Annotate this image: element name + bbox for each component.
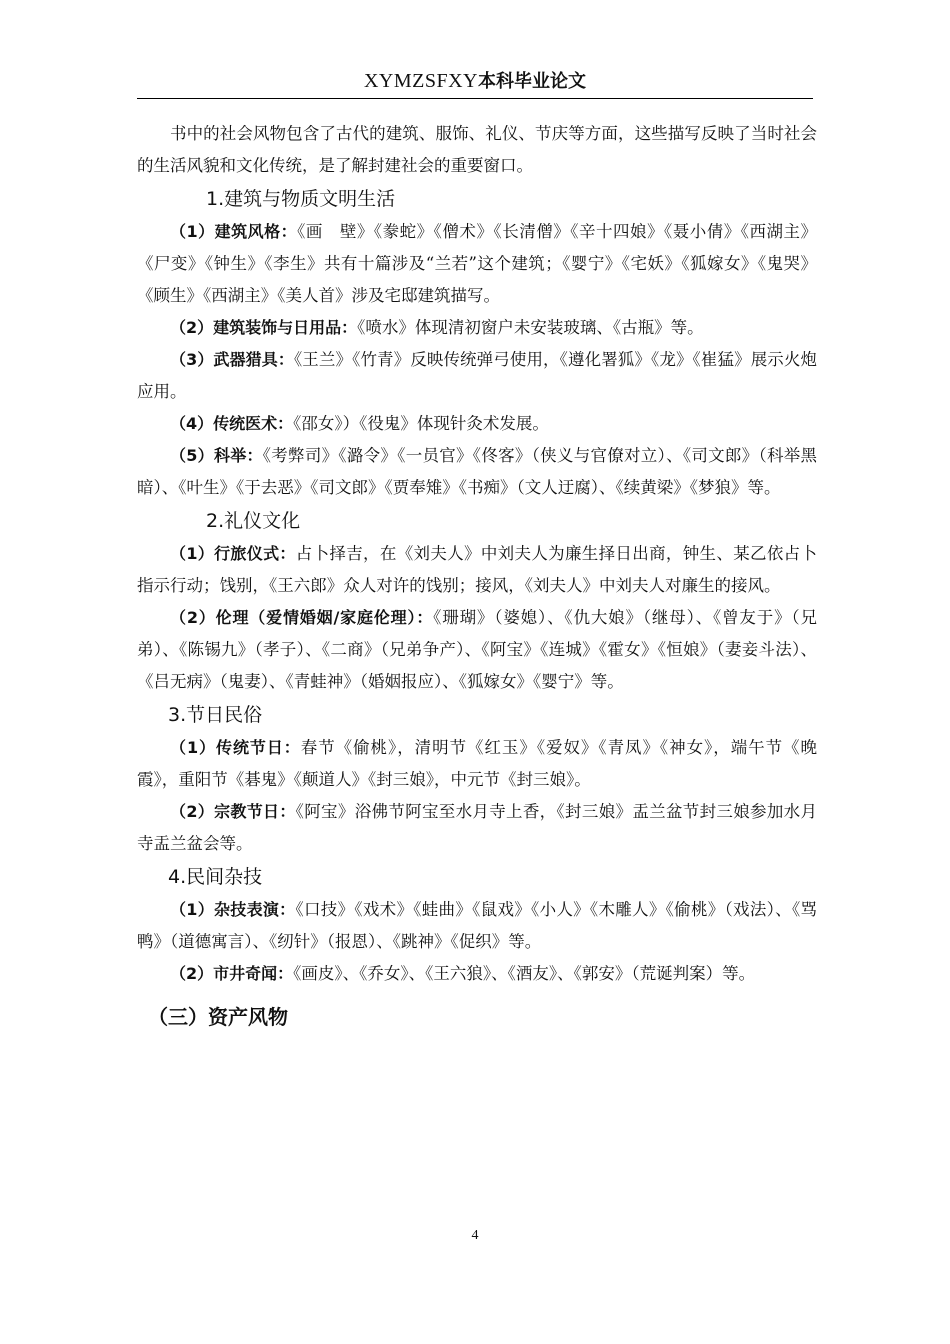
section-heading-acrobatics: 4.民间杂技 <box>168 866 263 888</box>
section-heading-etiquette: 2.礼仪文化 <box>206 510 301 532</box>
paragraph <box>137 344 817 408</box>
paragraph <box>137 440 817 504</box>
item-label: （2）宗教节日： <box>170 802 296 821</box>
paragraph <box>137 602 817 698</box>
paragraph <box>137 408 817 440</box>
item-text: 《画皮》、《乔女》、《王六狼》、《酒友》、《郭安》（荒诞判案）等。 <box>293 964 756 983</box>
header-title: 本科毕业论文 <box>478 71 587 92</box>
page-header <box>137 66 813 96</box>
chapter-heading-assets: （三）资产风物 <box>148 1005 288 1029</box>
section-heading-architecture: 1.建筑与物质文明生活 <box>206 188 396 210</box>
item-label: （1）杂技表演： <box>170 900 296 919</box>
item-text: 占卜择吉，在《刘夫人》中刘夫人为廉生择日出商，钟生、某乙依占卜指示行动；饯别，《王六郎》众人对许的饯别；接风，《刘夫人》中刘夫人对廉生的接风。 <box>137 544 818 595</box>
item-text: 春节《偷桃》，清明节《红玉》《爱奴》《青凤》《神女》，端午节《晚霞》，重阳节《碁鬼》《颠道人》《封三娘》，中元节《封三娘》。 <box>137 738 817 789</box>
item-label: （4）传统医术： <box>170 414 294 433</box>
item-label: （2）伦理（爱情婚姻/家庭伦理）： <box>170 608 434 627</box>
item-label: （2）市井奇闻： <box>170 964 294 983</box>
item-label: （3）武器猎具： <box>170 350 294 369</box>
item-label: （1）行旅仪式： <box>170 544 296 563</box>
item-text: 《考弊司》《潞令》《一员官》《佟客》（侠义与官僚对立）、《司文郎》（科举黑暗）、《叶生》《于去恶》《司文郎》《贾奉雉》《书痴》（文人迂腐）、《续黄梁》《梦狼》等。 <box>137 446 818 497</box>
paragraph <box>137 958 817 990</box>
section-heading-festivals: 3.节日民俗 <box>168 704 263 726</box>
item-text: 《阿宝》浴佛节阿宝至水月寺上香，《封三娘》盂兰盆节封三娘参加水月寺盂兰盆会等。 <box>137 802 817 853</box>
item-label: （2）建筑装饰与日用品： <box>170 318 358 337</box>
item-label: （1）传统节日： <box>170 738 301 757</box>
intro-paragraph: 书中的社会风物包含了古代的建筑、服饰、礼仪、节庆等方面，这些描写反映了当时社会的生活风貌和文化传统，是了解封建社会的重要窗口。 <box>137 124 817 175</box>
item-label: （5）科举： <box>170 446 263 465</box>
paragraph <box>137 894 817 958</box>
item-text: 《王兰》《竹青》反映传统弹弓使用，《遵化署狐》《龙》《崔猛》展示火炮应用。 <box>137 350 817 401</box>
item-text: 《口技》《戏术》《蛙曲》《鼠戏》《小人》《木雕人》《偷桃》（戏法）、《骂鸭》（道德寓言）、《纫针》（报恩）、《跳神》《促织》等。 <box>137 900 817 951</box>
page-number: 4 <box>471 1228 479 1243</box>
header-latin: XYMZSFXY <box>363 70 479 92</box>
header-rule <box>137 98 813 99</box>
paragraph <box>137 312 817 344</box>
page-body <box>137 118 817 1036</box>
item-label: （1）建筑风格： <box>170 222 298 241</box>
item-text: 《邵女》）《役鬼》体现针灸术发展。 <box>293 414 549 433</box>
paragraph <box>137 796 817 860</box>
paragraph <box>137 538 817 602</box>
item-text: 《喷水》体现清初窗户未安装玻璃、《古瓶》等。 <box>357 318 704 337</box>
paragraph <box>137 732 817 796</box>
item-text: 《画 壁》《豢蛇》《僧术》《长清僧》《辛十四娘》《聂小倩》《西湖主》《尸变》《钟生》《李生》共有十篇涉及“兰若”这个建筑；《婴宁》《宅妖》《狐嫁女》《鬼哭》《顾生》《西湖主》《美人首》涉及宅邸建筑描写。 <box>137 222 817 305</box>
paragraph <box>137 216 817 312</box>
item-text: 《珊瑚》（婆媳）、《仇大娘》（继母）、《曾友于》（兄弟）、《陈锡九》（孝子）、《二商》（兄弟争产）、《阿宝》《连城》《霍女》《恒娘》（妻妾斗法）、《吕无病》（鬼妻）、《青蛙神》（婚姻报应）、《狐嫁女》《婴宁》等。 <box>137 608 817 691</box>
